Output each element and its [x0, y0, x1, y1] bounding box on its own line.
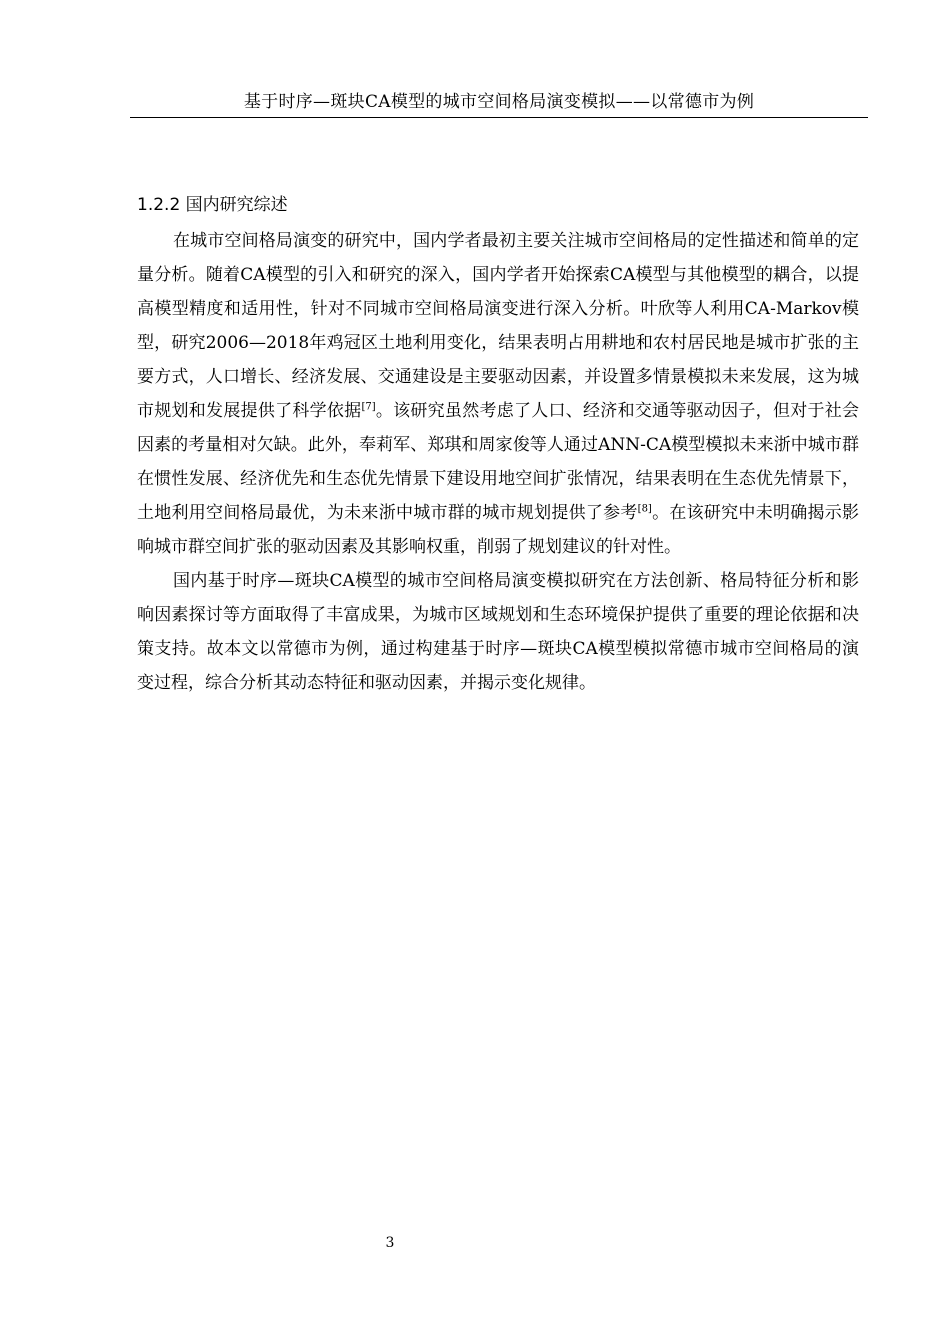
header-title: 基于时序—斑块CA模型的城市空间格局演变模拟——以常德市为例	[243, 92, 755, 112]
paragraph-1	[137, 224, 859, 564]
section-heading: 1.2.2 国内研究综述	[137, 195, 288, 215]
page-number: 3	[385, 1235, 395, 1251]
paragraph-1-text-c: 。在该研究中未明确揭示影响城市群空间扩张的驱动因素及其影响权重，削弱了规划建议的针对性。	[137, 503, 860, 557]
citation-7: [7]	[361, 401, 376, 413]
paragraph-2: 国内基于时序—斑块CA模型的城市空间格局演变模拟研究在方法创新、格局特征分析和影响因素探讨等方面取得了丰富成果，为城市区域规划和生态环境保护提供了重要的理论依据和决策支持。故本文以常德市为例，通过构建基于时序—斑块CA模型模拟常德市城市空间格局的演变过程，综合分析其动态特征和驱动因素，并揭示变化规律。	[137, 571, 859, 693]
citation-8: [8]	[637, 503, 652, 515]
paragraph-1-text-b: 。该研究虽然考虑了人口、经济和交通等驱动因子，但对于社会因素的考量相对欠缺。此外，奉莉军、郑琪和周家俊等人通过ANN-CA模型模拟未来浙中城市群在惯性发展、经济优先和生态优先情景下建设用地空间扩张情况，结果表明在生态优先情景下，土地利用空间格局最优，为未来浙中城市群的城市规划提供了参考	[137, 401, 860, 523]
paragraph-1-text-a: 在城市空间格局演变的研究中，国内学者最初主要关注城市空间格局的定性描述和简单的定量分析。随着CA模型的引入和研究的深入，国内学者开始探索CA模型与其他模型的耦合，以提高模型精度和适用性，针对不同城市空间格局演变进行深入分析。叶欣等人利用CA-Markov模型，研究2006—2018年鸡冠区土地利用变化，结果表明占用耕地和农村居民地是城市扩张的主要方式，人口增长、经济发展、交通建设是主要驱动因素，并设置多情景模拟未来发展，这为城市规划和发展提供了科学依据	[137, 231, 859, 421]
main-content	[137, 190, 859, 700]
running-header	[130, 90, 868, 118]
